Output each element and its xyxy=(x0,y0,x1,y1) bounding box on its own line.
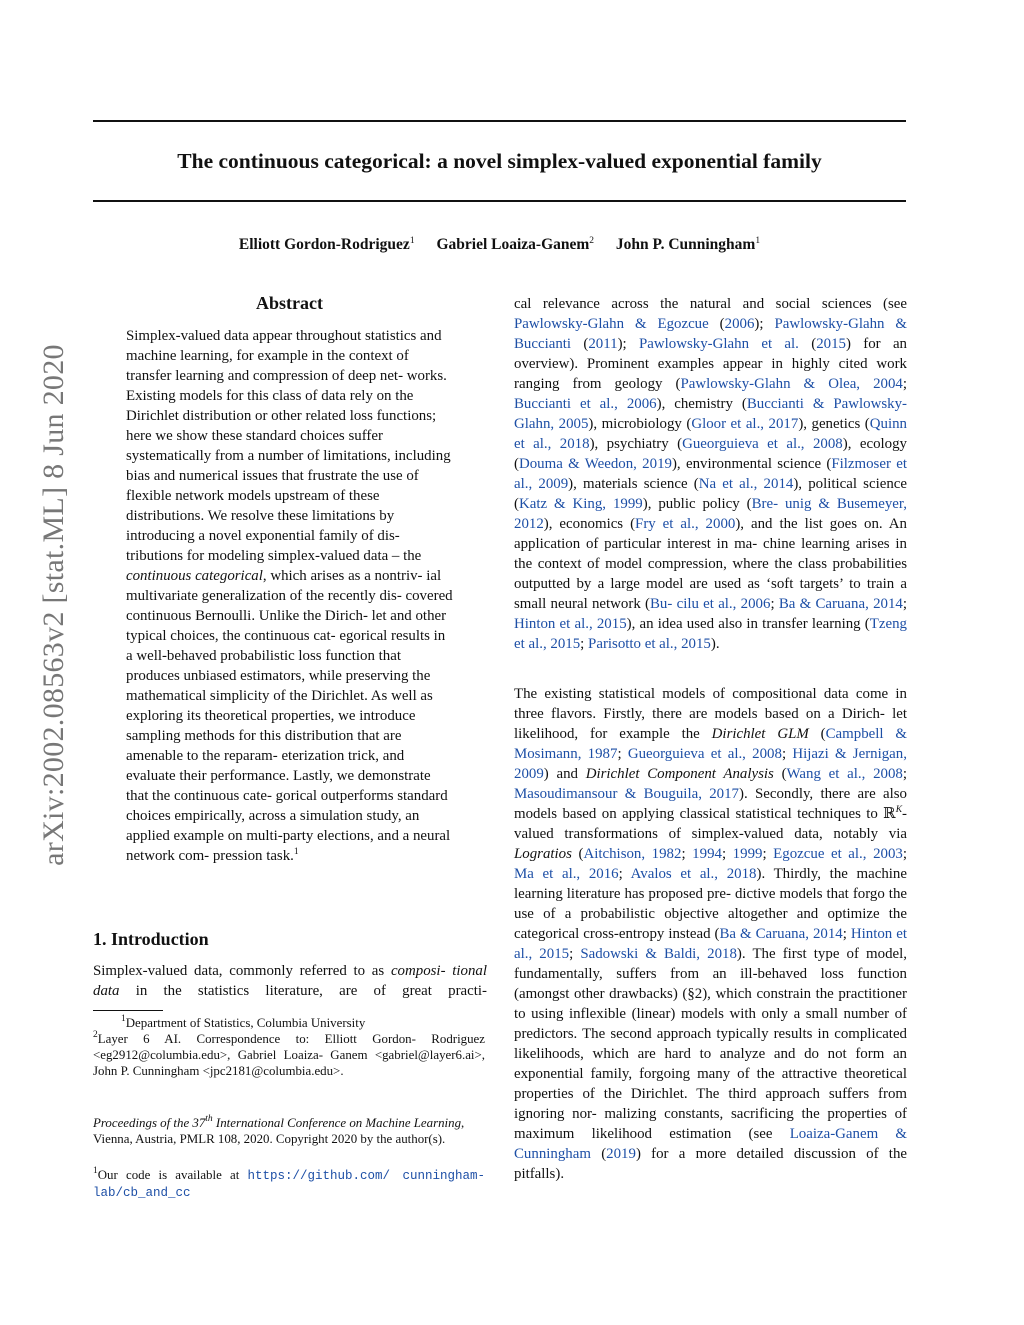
citation-link[interactable]: Buccianti & Pawlowsky- Glahn, 2005 xyxy=(514,396,908,432)
author-name: John P. Cunningham xyxy=(615,236,756,253)
body-text: ; xyxy=(781,746,793,762)
citation-link[interactable]: Pawlowsky-Glahn & Olea, 2004 xyxy=(680,376,903,392)
body-text: ), materials science ( xyxy=(568,476,699,492)
abstract-heading: Abstract xyxy=(256,293,323,313)
body-text: ; xyxy=(842,926,851,942)
body-text: ; xyxy=(569,946,581,962)
citation-link[interactable]: Tzeng et al., 2015 xyxy=(514,616,907,652)
proceedings-note xyxy=(93,1115,485,1147)
affiliation-footnote xyxy=(93,1015,485,1079)
citation-link[interactable]: Avalos et al., 2018 xyxy=(630,866,757,882)
citation-link[interactable]: Buccianti et al., 2006 xyxy=(514,396,657,412)
citation-link[interactable]: Hinton et al., 2015 xyxy=(514,616,627,632)
citation-link[interactable]: Hinton et al., 2015 xyxy=(514,926,907,962)
author-affiliation-mark: 1 xyxy=(755,236,761,246)
intro-text-part: Simplex-valued data, commonly referred to as xyxy=(93,963,391,979)
citation-link[interactable]: Wang et al., 2008 xyxy=(786,766,903,782)
citation-link[interactable]: Quinn et al., 2018 xyxy=(514,416,907,452)
section-heading-introduction: 1. Introduction xyxy=(93,929,209,949)
abstract-text-part: , which arises as a nontriv- ial multivariate generalization of the recently dis- covered continuous Bernoulli. Unlike the Dirich- let and other typical choices, the continuous cat- egorical results in a well-behaved probabilistic loss function that produces unbiased estimators, while preserving the mathematical simplicity of the Dirichlet. As well as exploring its theoretical properties, we introduce sampling methods for this distribution that are amenable to the reparam- eterization trick, and evaluate their performance. Lastly, we demonstrate that the continuous cate- gorical outperforms standard choices empirically, across a simulation study, an applied example on multi-party elections, and a neural network com- pression task. xyxy=(126,568,453,864)
abstract-emphasis: continuous categorical xyxy=(126,568,263,584)
citation-link[interactable]: Gueorguieva et al., 2008 xyxy=(682,436,843,452)
body-text: ; xyxy=(762,846,774,862)
author-affiliation-mark: 1 xyxy=(409,236,415,246)
code-footnote-text: Our code is available at xyxy=(97,1168,248,1182)
body-text: ), political science ( xyxy=(514,476,907,512)
body-text: ), genetics ( xyxy=(798,416,870,432)
body-text: ) for an overview). Prominent examples appear in highly cited work ranging from geology ( xyxy=(514,336,908,392)
body-text: ). Secondly, there are also models based on applying classical statistical techniques to ℝ xyxy=(514,786,907,822)
body-text: The existing statistical models of compositional data come in three flavors. Firstly, there are models based on a Dirich- let likelihood, for example the xyxy=(514,686,907,742)
body-text: ); xyxy=(754,316,775,332)
paper-title: The continuous categorical: a novel simplex-valued exponential family xyxy=(177,149,822,173)
body-text: ; xyxy=(902,766,908,782)
body-text: ; xyxy=(617,746,628,762)
citation-link[interactable]: 1994 xyxy=(692,846,722,862)
body-text: ) for a more detailed discussion of the pitfalls). xyxy=(514,1146,908,1182)
emphasized-term: Dirichlet Component Analysis xyxy=(585,766,774,782)
body-text: ). xyxy=(710,636,720,652)
citation-link[interactable]: Ma et al., 2016 xyxy=(514,866,619,882)
citation-link[interactable]: 2019 xyxy=(606,1146,636,1162)
author-list xyxy=(93,233,906,257)
body-text: ; xyxy=(580,636,589,652)
body-text: ), psychiatry ( xyxy=(589,436,683,452)
body-text: ), and the list goes on. An application of particular interest in ma- chine learning arises in the context of model compression, where the class probabilities outputted by a large model are used as ‘soft targets’ to train a small neural network ( xyxy=(514,516,908,612)
author-affiliation-mark: 2 xyxy=(589,236,595,246)
code-repository-link[interactable]: https://github.com/ cunningham-lab/cb_and_cc xyxy=(93,1169,485,1200)
body-text: -valued transformations of simplex-valued data, notably via xyxy=(514,806,907,842)
citation-link[interactable]: Fry et al., 2000 xyxy=(635,516,736,532)
body-text: cal relevance across the natural and social sciences (see xyxy=(514,296,907,312)
citation-link[interactable]: Egozcue et al., 2003 xyxy=(773,846,903,862)
citation-link[interactable]: Loaiza-Ganem & Cunningham xyxy=(514,1126,907,1162)
citation-link[interactable]: Douma & Weedon, 2019 xyxy=(518,456,672,472)
footnote-mark: 1 xyxy=(293,847,299,857)
body-text: ), ecology ( xyxy=(514,436,907,472)
body-text: ), microbiology ( xyxy=(588,416,692,432)
body-text: ). The first type of model, fundamentally, suffers from an ill-behaved loss function (amongst other drawbacks) (§2), which constrain the practitioner to using inflexible (linear) models with only a small number of predictors. The second approach typically results in complicated likelihoods, which are hard to analyze and do not form an exponential family, forgoing many of the attractive theoretical properties of the Dirichlet. The third approach suffers from ignoring nor- malizing constants, sacrificing the properties of maximum likelihood estimation (see xyxy=(514,946,907,1142)
body-text: ; xyxy=(902,596,907,612)
introduction-paragraph-right-1 xyxy=(514,294,907,654)
body-text: ), an idea used also in transfer learning ( xyxy=(626,616,870,632)
body-text: ; xyxy=(770,596,779,612)
body-text: ) and xyxy=(543,766,586,782)
citation-link[interactable]: 2011 xyxy=(588,336,618,352)
body-text: ( xyxy=(808,726,826,742)
affiliation-2: Layer 6 AI. Correspondence to: Elliott Gordon- Rodriguez <eg2912@columbia.edu>, Gabriel Loaiza- Ganem <gabriel@layer6.ai>, John P. Cunningham <jpc2181@columbia.edu>. xyxy=(93,1032,485,1078)
body-text: ( xyxy=(773,766,787,782)
title-bottom-rule xyxy=(93,200,906,202)
body-text: ( xyxy=(571,846,584,862)
emphasized-term: Logratios xyxy=(514,846,572,862)
citation-link[interactable]: Sadowski & Baldi, 2018 xyxy=(580,946,737,962)
citation-link[interactable]: 2015 xyxy=(816,336,846,352)
body-text: ), chemistry ( xyxy=(656,396,747,412)
citation-link[interactable]: Hijazi & Jernigan, 2009 xyxy=(514,746,907,782)
body-text: ( xyxy=(590,1146,607,1162)
body-text: ; xyxy=(721,846,733,862)
citation-link[interactable]: Pawlowsky-Glahn et al. xyxy=(639,336,799,352)
body-text: ; xyxy=(902,376,907,392)
introduction-paragraph-right-2 xyxy=(514,684,907,1184)
code-footnote xyxy=(93,1167,485,1201)
citation-link[interactable]: Gueorguieva et al., 2008 xyxy=(627,746,782,762)
math-superscript: K xyxy=(895,805,903,815)
body-text: ); xyxy=(617,336,640,352)
citation-link[interactable]: Katz & King, 1999 xyxy=(518,496,643,512)
body-text: ), economics ( xyxy=(543,516,636,532)
abstract-text-part: Simplex-valued data appear throughout statistics and machine learning, for example in the context of transfer learning and compression of deep net- works. Existing models for this class of data rely on the Dirichlet distribution or other related loss functions; here we show these standard choices suffer systematically from a number of limitations, including bias and numerical issues that frustrate the use of flexible network models upstream of these distributions. We resolve these limitations by introducing a novel exponential family of dis- tributions for modeling simplex-valued data – the xyxy=(126,328,451,564)
body-text: ). Thirdly, the machine learning literature has proposed pre- dictive models that forgo the use of a probabilistic objective altogether and optimize the categorical cross-entropy instead ( xyxy=(514,866,907,942)
title-top-rule xyxy=(93,120,906,122)
citation-link[interactable]: Parisotto et al., 2015 xyxy=(588,636,711,652)
footnote-separator xyxy=(93,1010,163,1011)
proceedings-superscript xyxy=(205,1114,212,1124)
citation-link[interactable]: Na et al., 2014 xyxy=(698,476,794,492)
citation-link[interactable]: 1999 xyxy=(732,846,763,862)
footnote-mark: 1 xyxy=(121,1014,126,1024)
citation-link[interactable]: Masoudimansour & Bouguila, 2017 xyxy=(514,786,739,802)
proceedings-venue: Proceedings of the 37 xyxy=(93,1116,206,1130)
body-text: ( xyxy=(798,336,817,352)
body-text: ), environmental science ( xyxy=(671,456,832,472)
emphasized-term: Dirichlet GLM xyxy=(711,726,809,742)
body-text: ( xyxy=(571,336,589,352)
citation-link[interactable]: Bre- unig & Busemeyer, 2012 xyxy=(514,496,907,532)
arxiv-identifier: arXiv:2002.08563v2 [stat.ML] 8 Jun 2020 xyxy=(37,344,70,866)
proceedings-th: th xyxy=(205,1114,213,1124)
citation-link[interactable]: Campbell & Mosimann, 1987 xyxy=(514,726,907,762)
body-text: ; xyxy=(681,846,693,862)
proceedings-details: , Vienna, Austria, PMLR 108, 2020. Copyright 2020 by the author(s). xyxy=(93,1116,465,1146)
intro-text-part: in the statistics literature, are of great practi- xyxy=(119,983,487,999)
body-text: ), public policy ( xyxy=(642,496,752,512)
citation-link[interactable]: Ba & Caruana, 2014 xyxy=(719,926,843,942)
body-text: ; xyxy=(618,866,631,882)
affiliation-1: Department of Statistics, Columbia University xyxy=(125,1016,366,1030)
proceedings-venue-rest: International Conference on Machine Learning xyxy=(212,1116,462,1130)
footnote-mark: 1 xyxy=(93,1166,98,1176)
author-name: Elliott Gordon-Rodriguez xyxy=(238,236,410,253)
citation-link[interactable]: Bu- cilu et al., 2006 xyxy=(650,596,771,612)
body-text: ( xyxy=(708,316,725,332)
author-name: Gabriel Loaiza-Ganem xyxy=(436,236,590,253)
citation-link[interactable]: Aitchison, 1982 xyxy=(583,846,682,862)
citation-link[interactable]: 2006 xyxy=(724,316,755,332)
citation-link[interactable]: Gloor et al., 2017 xyxy=(691,416,799,432)
introduction-paragraph xyxy=(93,961,487,1001)
citation-link[interactable]: Filzmoser et al., 2009 xyxy=(514,456,907,492)
abstract-text xyxy=(126,326,453,866)
body-text: ; xyxy=(902,846,907,862)
citation-link[interactable]: Pawlowsky-Glahn & Buccianti xyxy=(514,316,907,352)
citation-link[interactable]: Ba & Caruana, 2014 xyxy=(778,596,903,612)
footnote-mark: 2 xyxy=(93,1030,98,1040)
citation-link[interactable]: Pawlowsky-Glahn & Egozcue xyxy=(514,316,709,332)
intro-emphasis: composi- tional data xyxy=(93,963,487,999)
